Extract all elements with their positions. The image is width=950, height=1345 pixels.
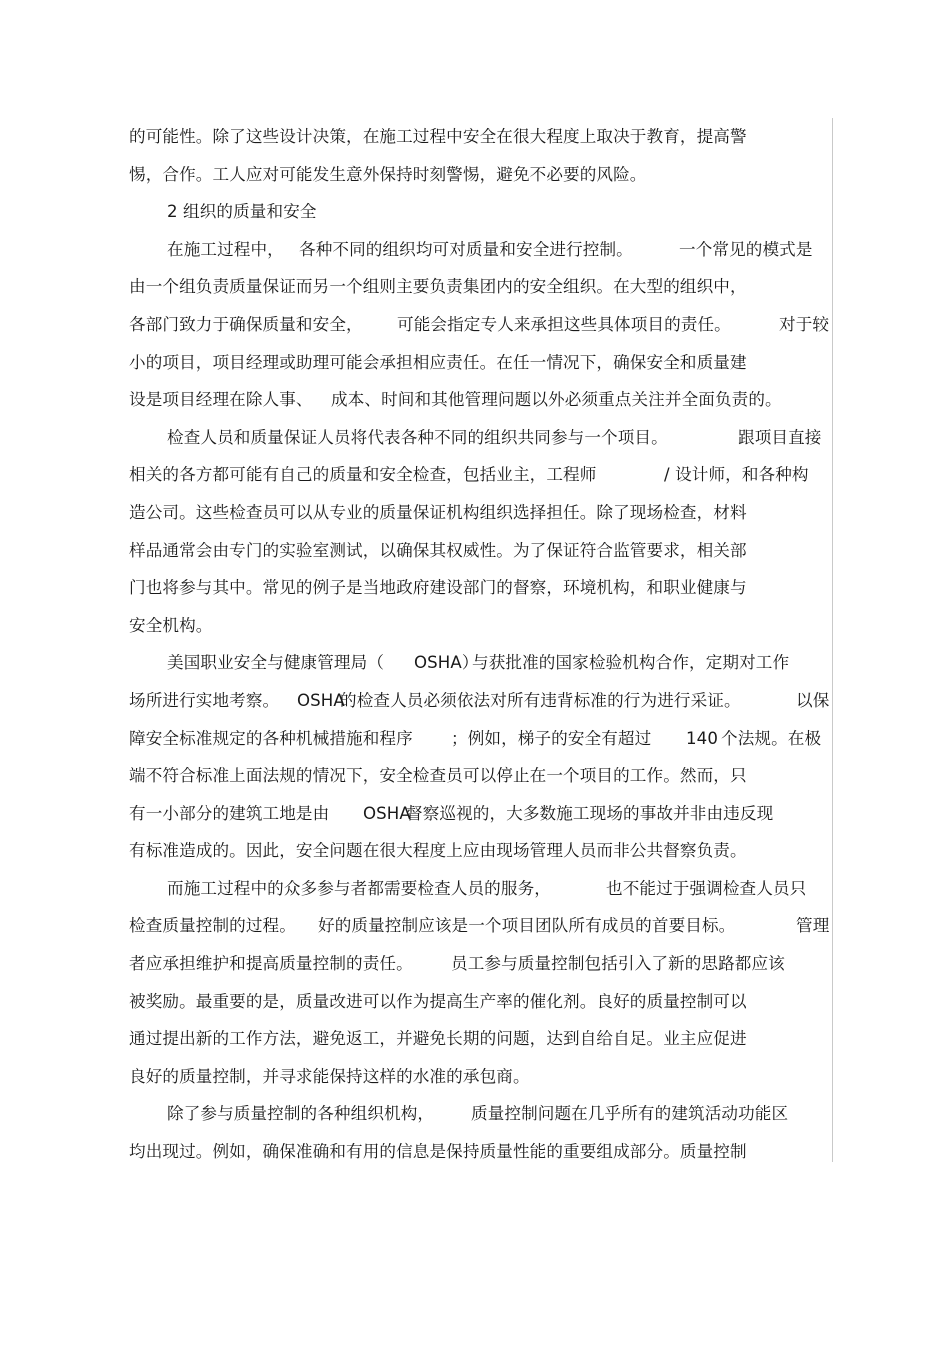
- text-segment: ；例如，梯子的安全有超过: [451, 728, 652, 748]
- text-segment: 者应承担维护和提高质量控制的责任。: [129, 954, 413, 974]
- text-segment: 的检查人员必须依法对所有违背标准的行为进行采证。: [340, 690, 741, 710]
- text-segment: 均出现过。例如，确保准确和有用的信息是保持质量性能的重要组成部分。质量控制: [129, 1142, 747, 1162]
- text-segment: 一个常见的模式是: [679, 239, 813, 259]
- text-line: [129, 118, 833, 156]
- text-segment: 管理: [796, 916, 830, 936]
- text-line: [129, 1020, 833, 1058]
- text-segment: OSHA）: [414, 653, 479, 673]
- text-segment: 140: [686, 728, 718, 748]
- text-line: [129, 1133, 833, 1171]
- text-line: [129, 757, 833, 795]
- text-line: [129, 720, 833, 758]
- text-segment: 可能会指定专人来承担这些具体项目的责任。: [397, 314, 731, 334]
- text-line: [129, 795, 833, 833]
- text-segment: 由一个组负责质量保证而另一个组则主要负责集团内的安全组织。在大型的组织中，: [129, 277, 747, 297]
- text-segment: 检查人员和质量保证人员将代表各种不同的组织共同参与一个项目。: [167, 427, 668, 447]
- text-segment: 相关的各方都可能有自己的质量和安全检查，包括业主，工程师: [129, 465, 597, 485]
- text-segment: 也不能过于强调检查人员只: [606, 878, 807, 898]
- text-segment: 小的项目，项目经理或助理可能会承担相应责任。在任一情况下，确保安全和质量建: [129, 352, 747, 372]
- text-line: [129, 832, 833, 870]
- text-segment: 对于较: [779, 314, 830, 334]
- text-line: [129, 682, 833, 720]
- text-line: [129, 381, 833, 419]
- text-segment: 跟项目直接: [738, 427, 822, 447]
- text-segment: 成本、时间和其他管理问题以外必须重点关注并全面负责的。: [331, 390, 782, 410]
- text-segment: 被奖励。最重要的是，质量改进可以作为提高生产率的催化剂。良好的质量控制可以: [129, 991, 747, 1011]
- text-segment: 场所进行实地考察。: [129, 690, 280, 710]
- text-line: [129, 983, 833, 1021]
- text-segment: / 设计师，和各种构: [664, 465, 809, 485]
- text-line: [129, 1095, 833, 1133]
- text-line: [129, 193, 833, 231]
- text-segment: 除了参与质量控制的各种组织机构，: [167, 1104, 435, 1124]
- text-segment: 好的质量控制应该是一个项目团队所有成员的首要目标。: [318, 916, 736, 936]
- text-line: [129, 1058, 833, 1096]
- text-line: [129, 344, 833, 382]
- text-segment: OSHA: [363, 803, 411, 823]
- text-line: [129, 306, 833, 344]
- text-line: [129, 644, 833, 682]
- text-segment: 设是项目经理在除人事、: [129, 390, 313, 410]
- text-segment: 督察巡视的，大多数施工现场的事故并非由违反现: [406, 803, 774, 823]
- text-segment: 惕，合作。工人应对可能发生意外保持时刻警惕，避免不必要的风险。: [129, 164, 647, 184]
- text-segment: 有一小部分的建筑工地是由: [129, 803, 330, 823]
- text-segment: 良好的质量控制，并寻求能保持这样的水准的承包商。: [129, 1066, 530, 1086]
- text-line: [129, 532, 833, 570]
- text-segment: 检查质量控制的过程。: [129, 916, 296, 936]
- text-segment: 障安全标准规定的各种机械措施和程序: [129, 728, 413, 748]
- text-line: [129, 268, 833, 306]
- text-segment: 通过提出新的工作方法，避免返工，并避免长期的问题，达到自给自足。业主应促进: [129, 1029, 747, 1049]
- text-line: [129, 870, 833, 908]
- text-line: [129, 569, 833, 607]
- text-segment: 2 组织的质量和安全: [167, 202, 317, 222]
- text-segment: 各部门致力于确保质量和安全，: [129, 314, 363, 334]
- text-segment: 以保: [796, 690, 830, 710]
- text-line: [129, 156, 833, 194]
- text-segment: 与获批准的国家检验机构合作，定期对工作: [472, 653, 790, 673]
- text-segment: 个法规。在极: [721, 728, 822, 748]
- body-text: [129, 118, 833, 1171]
- text-segment: 美国职业安全与健康管理局（: [167, 653, 385, 673]
- text-line: [129, 607, 833, 645]
- text-line: [129, 456, 833, 494]
- text-segment: 在施工过程中，: [167, 239, 284, 259]
- text-line: [129, 907, 833, 945]
- text-segment: 样品通常会由专门的实验室测试，以确保其权威性。为了保证符合监管要求，相关部: [129, 540, 747, 560]
- text-segment: 造公司。这些检查员可以从专业的质量保证机构组织选择担任。除了现场检查，材料: [129, 502, 747, 522]
- text-line: [129, 419, 833, 457]
- text-segment: OSHA: [297, 690, 345, 710]
- text-segment: 安全机构。: [129, 615, 213, 635]
- text-segment: 的可能性。除了这些设计决策，在施工过程中安全在很大程度上取决于教育，提高警: [129, 127, 747, 146]
- text-segment: 而施工过程中的众多参与者都需要检查人员的服务，: [167, 878, 551, 898]
- text-line: [129, 494, 833, 532]
- text-line: [129, 231, 833, 269]
- text-line: [129, 945, 833, 983]
- text-segment: 员工参与质量控制包括引入了新的思路都应该: [451, 954, 785, 974]
- text-segment: 质量控制问题在几乎所有的建筑活动功能区: [471, 1104, 789, 1124]
- text-segment: 各种不同的组织均可对质量和安全进行控制。: [299, 239, 633, 259]
- text-segment: 有标准造成的。因此，安全问题在很大程度上应由现场管理人员而非公共督察负责。: [129, 841, 747, 861]
- text-segment: 门也将参与其中。常见的例子是当地政府建设部门的督察，环境机构，和职业健康与: [129, 578, 747, 598]
- text-segment: 端不符合标准上面法规的情况下，安全检查员可以停止在一个项目的工作。然而，只: [129, 766, 747, 786]
